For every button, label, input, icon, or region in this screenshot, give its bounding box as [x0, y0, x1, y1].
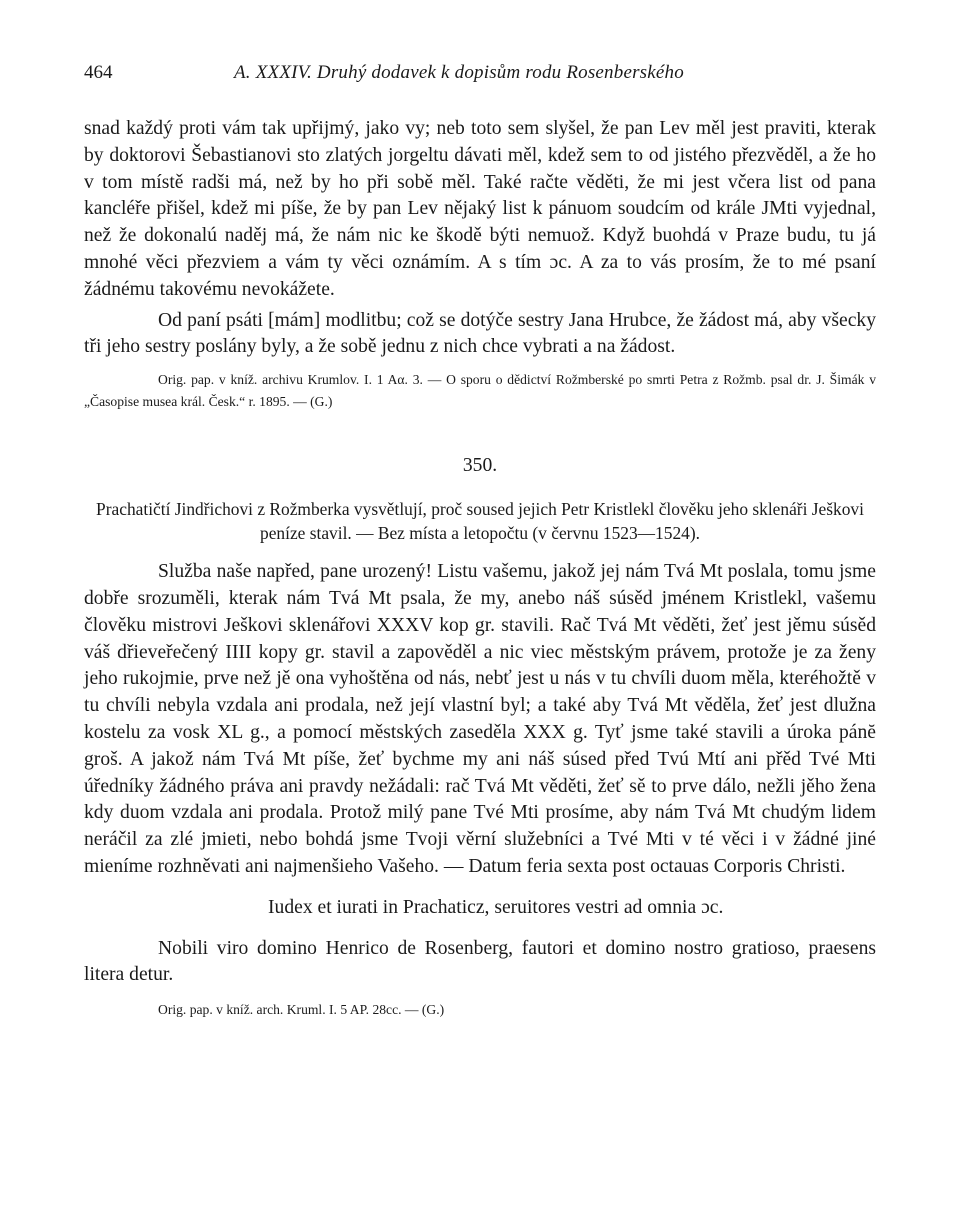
body-paragraph: snad každý proti vám tak upřijmý, jako vy; neb toto sem slyšel, že pan Lev měl jest praviti, kterak by doktorovi Šebastianovi sto zlatých jorgeltu dávati měl, kdež sem to od jistého přezvěděl, a že ho v tom místě radši má, než by ho při sobě měl. Také račte věděti, že mi jest včera list od pana kancléře přišel, kdež mi píše, že by pan Lev nějaký list k pánuom soudcím od krále JMti vyjednal, než že dokonalú naděj má, že nám nic ke škodě býti nemuož. Když buohdá v Praze budu, tu já mnohé věci přezviem a vám ty věci oznámím. A s tím ɔc. A za to vás prosím, že to mé psaní žádnému takovému nevokážete.	[84, 118, 876, 300]
running-head	[84, 58, 876, 90]
body-paragraph: Od paní psáti [mám] modlitbu; což se dotýče sestry Jana Hrubce, že žádost má, aby všecky tři jeho sestry poslány byly, a že sobě jednu z nich chce vybrati a na žádost.	[84, 309, 876, 358]
running-title: A. XXXIV. Druhý dodavek k dopisům rodu Rosenberského	[234, 62, 684, 83]
letter-350	[84, 559, 876, 1021]
address: Nobili viro domino Henrico de Rosenberg, fautori et domino nostro gratioso, praesens litera detur.	[84, 937, 876, 986]
source-note: Orig. pap. v kníž. arch. Kruml. I. 5 AP. 28cc. — (G.)	[158, 1002, 445, 1018]
regest: Prachatičtí Jindřichovi z Rožmberka vysvětlují, proč soused jejich Petr Kristlekl člověku jeho sklenáři Ješkovi peníze stavil. — Bez místa a letopočtu (v červnu 1523—1524).	[96, 499, 864, 544]
document-number: 350.	[462, 455, 498, 477]
document-page	[84, 58, 876, 1021]
page-number: 464	[84, 62, 113, 83]
letter-body: Služba naše napřed, pane urozený! Listu vašemu, jakož jej nám Tvá Mt poslala, tomu jsme dobře srozuměli, kterak nám Tvá Mt psala, že my, anebo náš súsěd jménem Kristlekl, vašemu člověku mistrovi Ješkovi sklenářovi XXXV kop gr. stavili. Rač Tvá Mt věděti, žeť jest jěmu súsěd váš dřieveřečený IIII kopy gr. stavil a zapověděl a nic viec městským právem, protože je za ženy jeho rukojmie, prve než jě ona vyhoštěna od nás, nebť jest u nás v tu chvíli duom měla, kteréhožtě v tu chvíli nebyla vzdala ani prodala, než její vlastní byl; a také aby Tvá Mt věděla, žeť jest dlužna kostelu za vosk XL g., a pomocí městských zaseděla XXX g. Tyť jsme také stavili a úroka pánĕ groš. A jakož nám Tvá Mt píše, žeť bychme my ani náš súsed před Tvú Mtí ani přěd Tvé Mti úředníky žádného práva ani pravdy nežádali: rač Tvá Mt věděti, žeť sě to prve dálo, nežli jěho žena kdy duom vzdala ani prodala. Protož milý pane Tvé Mti prosíme, aby nám Tvá Mt chudým lidem neráčil za zlé jmieti, nebo bohdá jsme Tvoji věrní služebníci a Tvé Mti v té věci i v žádné jiné mieníme rozhněvati ani najmenšieho Vašeho. — Datum feria sexta post octauas Corporis Christi.	[84, 561, 876, 877]
source-note: Orig. pap. v kníž. archivu Krumlov. I. 1 Aα. 3. — O sporu o dědictví Rožmberské po smrti Petra z Rožmb. psal dr. J. Šimák v „Časopise musea král. Česk.“ r. 1895. — (G.)	[84, 372, 876, 410]
signature: Iudex et iurati in Prachaticz, seruitores vestri ad omnia ɔc.	[268, 896, 724, 918]
letter-349-continuation	[84, 116, 876, 413]
